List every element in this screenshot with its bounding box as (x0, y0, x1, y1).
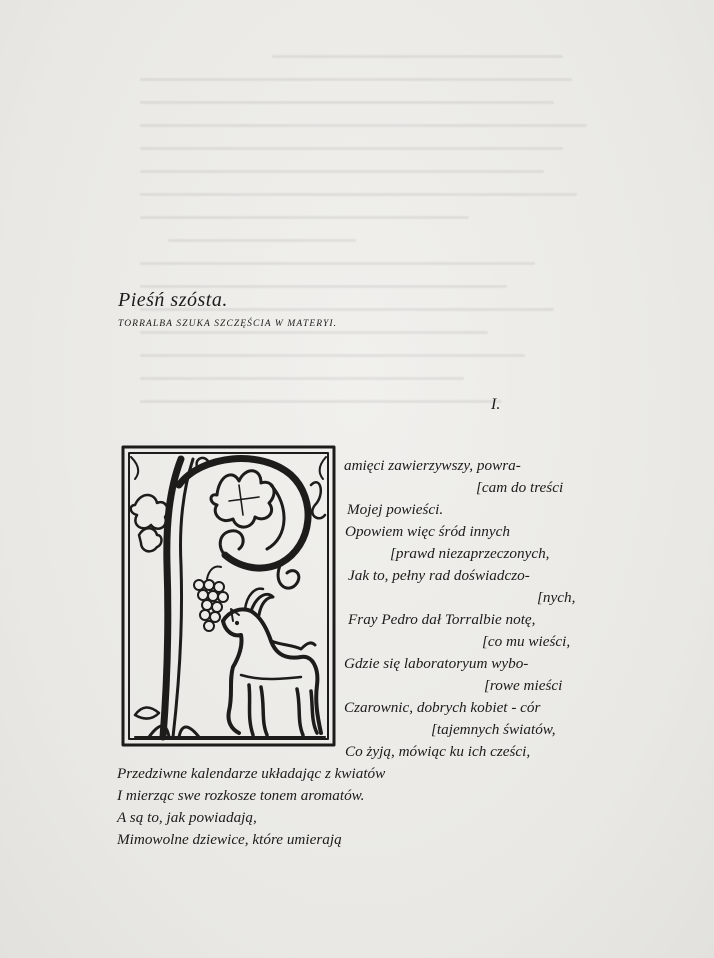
poem-line: Mojej powieści. (347, 501, 444, 518)
stanza-number: I. (491, 396, 501, 413)
poem-line: Opowiem więc śród innych (345, 523, 510, 540)
poem-line: [rowe mieści (484, 677, 563, 694)
poem-line: Gdzie się laboratoryum wybo- (344, 655, 529, 672)
poem-line: Mimowolne dziewice, które umierają (117, 831, 342, 848)
show-through-texture (140, 55, 610, 475)
poem-line: [co mu wieści, (482, 633, 571, 650)
chapter-subtitle: TORRALBA SZUKA SZCZĘŚCIA W MATERYI. (118, 319, 338, 329)
poem-line: [tajemnych światów, (431, 721, 556, 738)
chapter-title: Pieśń szósta. (118, 289, 228, 311)
poem-line: [nych, (537, 589, 576, 606)
poem-line: [prawd niezaprzeczonych, (390, 545, 550, 562)
illuminated-initial-icon (121, 445, 336, 747)
poem-line: Czarownic, dobrych kobiet - cór (344, 699, 541, 716)
poem-line: [cam do treści (476, 479, 564, 496)
poem-line: Przedziwne kalendarze układając z kwiatów (117, 765, 386, 782)
poem-line: Fray Pedro dał Torralbie notę, (348, 611, 536, 628)
poem-line: Co żyją, mówiąc ku ich cześci, (345, 743, 531, 760)
poem-line: I mierząc swe rozkosze tonem aromatów. (117, 787, 365, 804)
poem-line: A są to, jak powiadają, (117, 809, 257, 826)
poem-line: Jak to, pełny rad doświadczo- (348, 567, 530, 584)
poem-line: amięci zawierzywszy, powra- (344, 457, 521, 474)
